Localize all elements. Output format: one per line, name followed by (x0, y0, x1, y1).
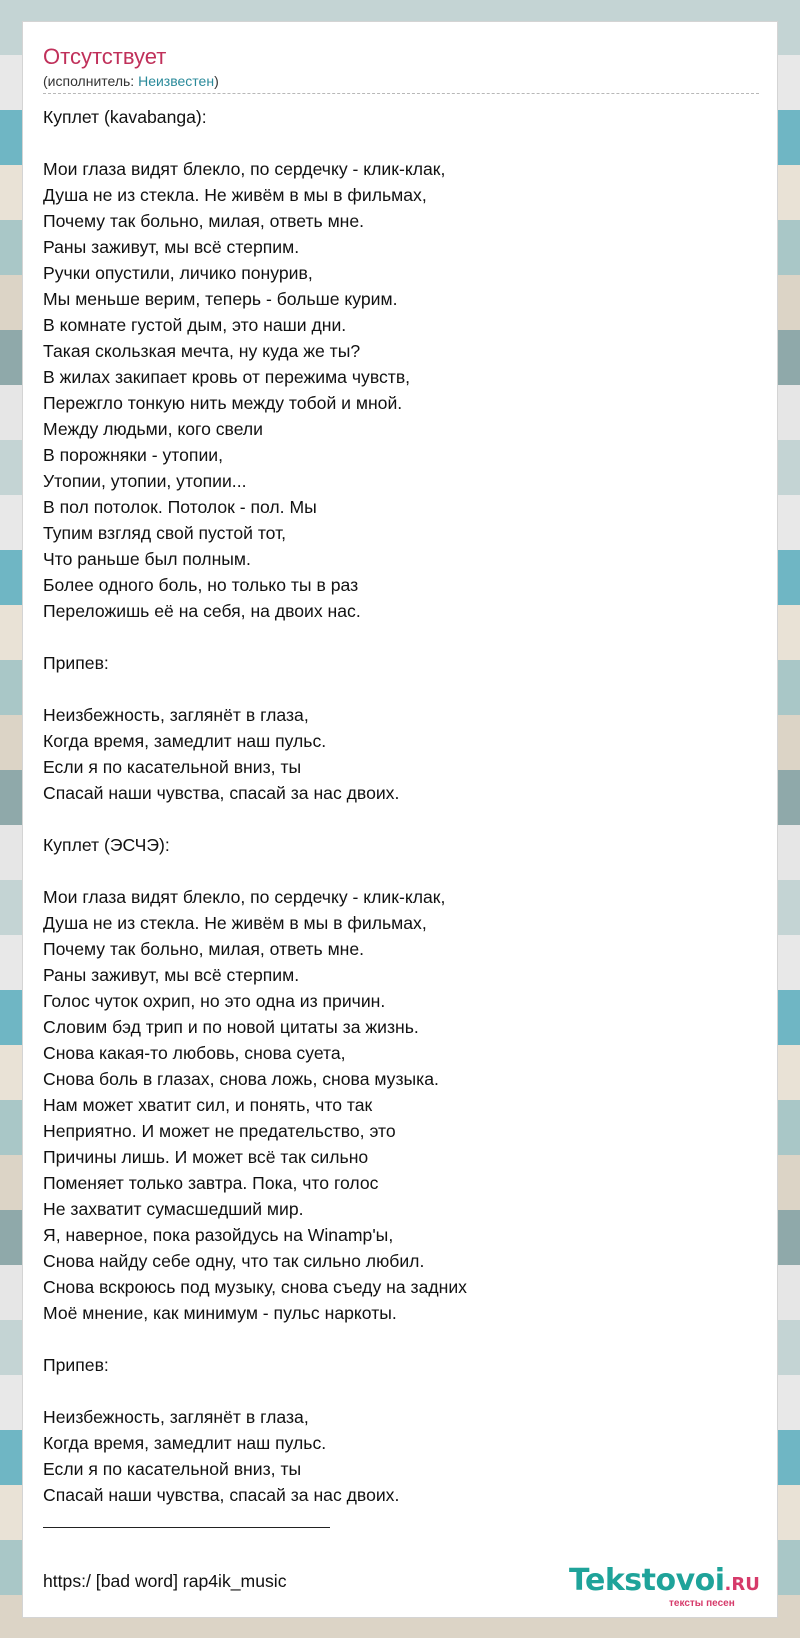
lyrics-blank-line (43, 806, 759, 832)
artist-prefix: (исполнитель: (43, 73, 139, 89)
lyrics-line: Когда время, замедлит наш пульс. (43, 731, 327, 751)
lyrics-blank-line (43, 1378, 759, 1404)
source-note: https:/ [bad word] rap4ik_music (43, 1571, 287, 1591)
lyrics-line: Неприятно. И может не предательство, это (43, 1121, 396, 1141)
lyrics-line: Поменяет только завтра. Пока, что голос (43, 1173, 379, 1193)
lyrics-line: Припев: (43, 653, 109, 673)
lyrics-line: Раны заживут, мы всё стерпим. (43, 237, 300, 257)
lyrics-line: Более одного боль, но только ты в раз (43, 575, 359, 595)
lyrics-line: Мои глаза видят блекло, по сердечку - клик-клак, (43, 159, 446, 179)
lyrics-line: Куплет (kavabanga): (43, 107, 207, 127)
lyrics-line: Причины лишь. И может всё так сильно (43, 1147, 369, 1167)
lyrics-line: Моё мнение, как минимум - пульс наркоты. (43, 1303, 397, 1323)
lyrics-line: Припев: (43, 1355, 109, 1375)
lyrics-line: Пережгло тонкую нить между тобой и мной. (43, 393, 403, 413)
lyrics-blank-line (43, 624, 759, 650)
lyrics-line: Снова боль в глазах, снова ложь, снова музыка. (43, 1069, 439, 1089)
lyrics-line: Когда время, замедлит наш пульс. (43, 1433, 327, 1453)
lyrics-line: Такая скользкая мечта, ну куда же ты? (43, 341, 361, 361)
lyrics-line: Ручки опустили, личико понурив, (43, 263, 313, 283)
lyrics-line: Снова найду себе одну, что так сильно любил. (43, 1251, 425, 1271)
lyrics-line: Не захватит сумасшедший мир. (43, 1199, 304, 1219)
song-title: Отсутствует (43, 44, 167, 69)
lyrics-line: Куплет (ЭСЧЭ): (43, 835, 170, 855)
lyrics-blank-line (43, 1326, 759, 1352)
lyrics-blank-line (43, 130, 759, 156)
lyrics-line: В пол потолок. Потолок - пол. Мы (43, 497, 317, 517)
lyrics-text (43, 104, 759, 1508)
lyrics-line: Душа не из стекла. Не живём в мы в фильмах, (43, 913, 427, 933)
lyrics-line: Нам может хватит сил, и понять, что так (43, 1095, 373, 1115)
lyrics-line: Снова какая-то любовь, снова суета, (43, 1043, 346, 1063)
lyrics-line: Переложишь её на себя, на двоих нас. (43, 601, 361, 621)
artist-suffix: ) (214, 73, 219, 89)
lyrics-line: Снова вскроюсь под музыку, снова съеду на задних (43, 1277, 467, 1297)
lyrics-line: Что раньше был полным. (43, 549, 251, 569)
lyrics-line: Тупим взгляд свой пустой тот, (43, 523, 287, 543)
lyrics-end-divider (43, 1527, 330, 1528)
lyrics-line: Я, наверное, пока разойдусь на Winamp'ы, (43, 1225, 394, 1245)
title-divider (43, 93, 759, 94)
lyrics-line: Между людьми, кого свели (43, 419, 263, 439)
lyrics-page (22, 21, 778, 1618)
logo-subtitle: тексты песен (669, 1598, 735, 1609)
logo-domain-suffix: .RU (724, 1574, 760, 1595)
lyrics-line: Душа не из стекла. Не живём в мы в фильмах, (43, 185, 427, 205)
lyrics-line: Неизбежность, заглянёт в глаза, (43, 705, 309, 725)
lyrics-line: Утопии, утопии, утопии... (43, 471, 247, 491)
lyrics-line: Словим бэд трип и по новой цитаты за жизнь. (43, 1017, 419, 1037)
lyrics-line: Спасай наши чувства, спасай за нас двоих. (43, 1485, 400, 1505)
logo-wordmark (569, 1564, 769, 1602)
lyrics-line: Спасай наши чувства, спасай за нас двоих. (43, 783, 400, 803)
artist-link[interactable]: Неизвестен (138, 73, 215, 89)
site-logo[interactable] (569, 1564, 769, 1616)
lyrics-line: Если я по касательной вниз, ты (43, 1459, 302, 1479)
logo-main-text: Tekstovoi (569, 1563, 725, 1598)
lyrics-blank-line (43, 676, 759, 702)
lyrics-line: Неизбежность, заглянёт в глаза, (43, 1407, 309, 1427)
lyrics-line: Почему так больно, милая, ответь мне. (43, 939, 365, 959)
lyrics-line: Почему так больно, милая, ответь мне. (43, 211, 365, 231)
lyrics-line: В комнате густой дым, это наши дни. (43, 315, 347, 335)
lyrics-line: В жилах закипает кровь от пережима чувств, (43, 367, 411, 387)
lyrics-line: Если я по касательной вниз, ты (43, 757, 302, 777)
lyrics-line: Голос чуток охрип, но это одна из причин. (43, 991, 386, 1011)
lyrics-line: Раны заживут, мы всё стерпим. (43, 965, 300, 985)
lyrics-line: Мои глаза видят блекло, по сердечку - клик-клак, (43, 887, 446, 907)
lyrics-blank-line (43, 858, 759, 884)
artist-line (43, 72, 219, 90)
lyrics-line: В порожняки - утопии, (43, 445, 223, 465)
lyrics-line: Мы меньше верим, теперь - больше курим. (43, 289, 398, 309)
